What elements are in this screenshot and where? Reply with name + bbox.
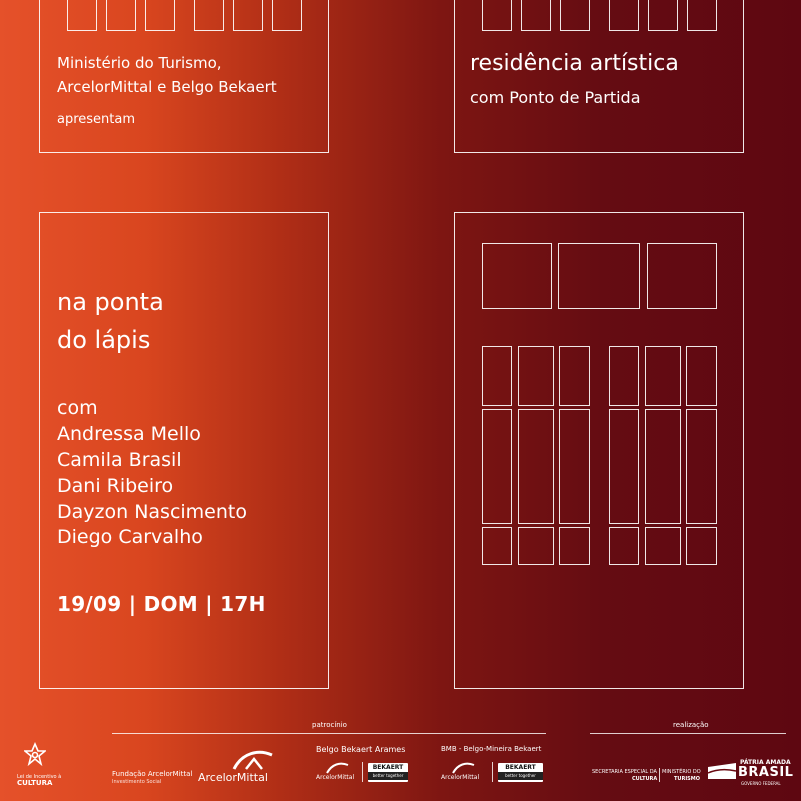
window-pane (560, 0, 590, 31)
door-pane (518, 346, 554, 406)
logo-divider (492, 762, 493, 782)
program-subtitle: com Ponto de Partida (470, 88, 641, 107)
program-title: residência artística (470, 51, 679, 76)
government-flag-icon (707, 761, 737, 781)
bmb-brand: ArcelorMittal (441, 774, 480, 781)
logo-divider (659, 768, 660, 782)
patria-line3: GOVERNO FEDERAL (741, 781, 781, 786)
door-pane (686, 409, 717, 524)
transom-pane (558, 243, 640, 309)
show-title-line-1: na ponta (57, 288, 164, 316)
door-pane (609, 409, 639, 524)
window-pane (482, 0, 512, 31)
window-pane (233, 0, 263, 31)
culture-law-line1: Lei de Incentivo à (17, 774, 62, 780)
door-pane (686, 527, 717, 565)
sponsorship-rule (112, 733, 546, 734)
door-pane (645, 409, 681, 524)
bekaert-badge (368, 763, 408, 782)
patria-line2: BRASIL (738, 765, 794, 780)
sponsorship-label: patrocínio (312, 721, 347, 729)
program-frame (454, 0, 744, 153)
door-pane (518, 527, 554, 565)
logo-divider (362, 762, 363, 782)
door-pane (645, 527, 681, 565)
show-title-line-2: do lápis (57, 326, 151, 354)
window-pane (648, 0, 678, 31)
door-pane (645, 346, 681, 406)
door-pane (518, 409, 554, 524)
door-pane (686, 346, 717, 406)
bekaert-badge-tagline: better together (368, 772, 408, 780)
door-pane (559, 527, 590, 565)
door-pane (482, 346, 512, 406)
belgo-arames-title: Belgo Bekaert Arames (316, 745, 406, 754)
window-pane (272, 0, 302, 31)
cast-member: Dayzon Nascimento (57, 501, 247, 523)
realization-rule (590, 733, 786, 734)
cast-member: Camila Brasil (57, 449, 182, 471)
bekaert-badge-title: BEKAERT (505, 764, 536, 771)
show-schedule: 19/09 | DOM | 17H (57, 592, 266, 616)
arcelormittal-wordmark: ArcelorMittal (198, 771, 268, 784)
door-frame (454, 212, 744, 689)
transom-pane (647, 243, 717, 309)
foundation-line2: Investimento Social (112, 779, 162, 785)
intro-line-1: Ministério do Turismo, (57, 54, 222, 72)
bekaert-badge-tagline: better together (498, 772, 543, 780)
cast-member: Diego Carvalho (57, 526, 203, 548)
intro-presents: apresentam (57, 112, 136, 127)
bekaert-badge-title: BEKAERT (372, 764, 404, 771)
cast-with-label: com (57, 397, 98, 419)
transom-pane (482, 243, 552, 309)
culture-law-star-icon (24, 742, 46, 772)
arcelormittal-small-logo-icon (450, 760, 476, 774)
door-pane (609, 527, 639, 565)
secretaria-line2: CULTURA (632, 776, 658, 782)
cast-member: Dani Ribeiro (57, 475, 174, 497)
window-pane (609, 0, 639, 31)
door-pane (482, 409, 512, 524)
arcelormittal-small-logo-icon (324, 760, 350, 774)
window-pane (67, 0, 97, 31)
arcelormittal-logo-icon (228, 747, 276, 771)
ministerio-line2: TURISMO (674, 776, 701, 782)
intro-line-2: ArcelorMittal e Belgo Bekaert (57, 78, 277, 96)
door-pane (559, 346, 590, 406)
window-pane (106, 0, 136, 31)
realization-label: realização (673, 721, 709, 729)
door-pane (559, 409, 590, 524)
window-pane (145, 0, 175, 31)
ministerio-line1: MINISTÉRIO DO (662, 769, 701, 775)
patria-line1: PÁTRIA AMADA (740, 759, 791, 766)
bekaert-badge (498, 763, 543, 782)
cast-member: Andressa Mello (57, 423, 201, 445)
window-pane (521, 0, 551, 31)
door-pane (482, 527, 512, 565)
belgo-arames-brand: ArcelorMittal (316, 774, 355, 781)
door-pane (609, 346, 639, 406)
culture-law-line2: CULTURA (17, 779, 53, 787)
window-pane (194, 0, 224, 31)
window-pane (687, 0, 717, 31)
secretaria-line1: SECRETARIA ESPECIAL DA (592, 769, 657, 775)
bmb-title: BMB - Belgo-Mineira Bekaert (441, 745, 542, 753)
foundation-line1: Fundação ArcelorMittal (112, 770, 193, 778)
